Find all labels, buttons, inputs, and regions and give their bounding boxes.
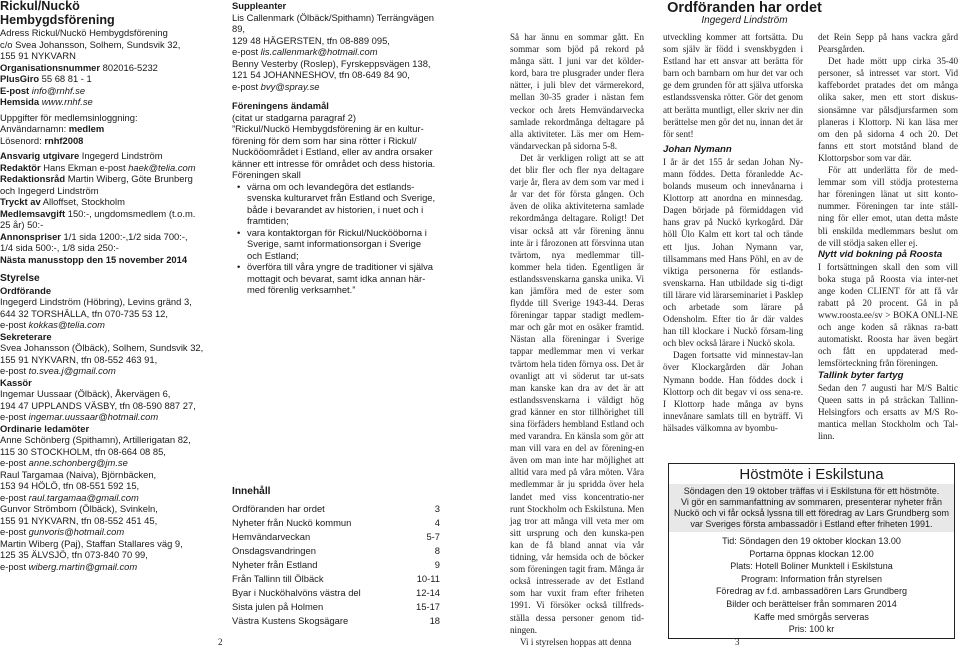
epost-label: E-post	[0, 84, 30, 96]
ansvarig-label: Ansvarig utgivare	[0, 150, 80, 161]
username-label: Användarnamn:	[0, 123, 69, 134]
kassor-text: Ingemar Uussaar (Ölbäck), Åkervägen 6, 194 47 UPPLANDS VÄSBY, tfn 08-590 887 27, e-post	[0, 388, 196, 422]
table-of-contents	[232, 486, 440, 628]
ordforande-contact	[0, 296, 205, 331]
meeting-detail: Kaffe med smörgås serveras	[754, 611, 869, 622]
redaktor-line	[0, 162, 205, 174]
toc-title: Ordföranden har ordet	[232, 503, 325, 514]
suppleanter-heading: Suppleanter	[232, 0, 287, 11]
article-paragraph: Det är verkligen roligt att se att det blir fler och fler nya deltagare varje år, flera av dem som var med i år var det för första gången. Och även de olika aktiviteterna samlade rekordmånga deltagare. Roligt! Det visar också att vår förening ännu inte är i fårozonen att försvinna utan tvärtom, nya medlemmar till-kommer hela tiden. Egentligen är estlandssvenskarna ganska unika. Vi kan jämföra med de ester som flydde till Sverige 1943-44. Deras föreningar tappar stadigt medlem-mar och går mot en osäker framtid. Nästan alla föreningar i Sverige tappar medlemmar men vi verkar tvärtom hela tiden förnya oss. Det är ovanligt att vi söderut tar ut-sats man kanske kan dra av det är att estlandssvenskarna i väldigt hög grad känner en stor tillhörighet till sina förfäders hembland Estland och med varandra. En känsla som gör att man vill vara en del av förening-en även om man inte har möjlighet att alltid vara med på våra möten. Våra medlemmar är ju spridda över hela landet med viss koncentratio-ner runt Stockholm och Eskilstuna. Men jag tror att många vill veta mer om sitt ursprung och den kunska-pen kan de få bland annat via vår tidning, vår hemsida och de böcker som föreningen tagit fram. Många är också intresserade av det Estland som har vuxit fram efter friheten 1991. Vi försöker också tillfreds-ställa dessa personer genom tid-ningen.	[510, 152, 644, 635]
plusgiro-label: PlusGiro	[0, 73, 40, 84]
suppleant-text: Lis Callenmark (Ölbäck/Spithamn) Terrängvägen 89, 129 48 HÄGERSTEN, tfn 08-889 095, e-post	[232, 11, 435, 57]
medlemsavgift-label: Medlemsavgift	[0, 207, 66, 219]
toc-row[interactable]	[232, 586, 440, 600]
password-value: rnhf2008	[44, 134, 84, 146]
ledamot-email[interactable]: anne.schonberg@jm.se	[28, 457, 128, 468]
styrelse-heading: Styrelse	[0, 273, 40, 284]
toc-title: Sista julen på Holmen	[232, 601, 324, 612]
autumn-meeting-lead: Söndagen den 19 oktober träffas vi i Eskilstuna för ett höstmöte. Vi gör en sammanfattning av sommaren, presenterar nyheter från Nuckö och vi får också lyssna till ett föredrag av Lars Grundberg som var Sveriges första ambassadör i Estland efter friheten 1991.	[669, 484, 954, 532]
toc-page: 15-17	[416, 601, 440, 612]
ledamot-contact	[0, 538, 205, 573]
article-column-3	[818, 31, 958, 442]
redaktor-email[interactable]: haek@telia.com	[128, 161, 196, 173]
redaktor-value: Hans Ekman e-post	[40, 161, 129, 173]
toc-page: 5-7	[426, 531, 440, 542]
autumn-meeting-title: Höstmöte i Eskilstuna	[739, 466, 884, 483]
article-subheading: Johan Nymann	[663, 143, 732, 155]
article-column-1	[510, 31, 644, 648]
sekreterare-text: Svea Johansson (Ölbäck), Solhem, Sundsvik 32, 155 91 NYKVARN, tfn 08-552 463 91, e-post	[0, 342, 204, 376]
article-byline: Ingegerd Lindström	[701, 15, 788, 26]
redaktionsrad-line	[0, 173, 205, 196]
andamal-bullet: • överföra till våra yngre de traditioner vi själva mottagit och bevarat, samt idka annan här- med förenlig verksamhet.”	[247, 261, 446, 296]
sekreterare-contact	[0, 342, 205, 377]
article-subheading: Nytt vid bokning på Roosta	[818, 248, 943, 260]
kassor-label: Kassör	[0, 376, 32, 388]
ledamot-text: Anne Schönberg (Spithamn), Artillerigatan 82, 115 30 STOCKHOLM, tfn 08-664 08 85, e-post	[0, 434, 191, 468]
redaktor-label: Redaktör	[0, 161, 41, 173]
meeting-detail: Program: Information från styrelsen	[740, 573, 883, 584]
redaktionsrad-label: Redaktionsråd	[0, 173, 66, 184]
manusstopp-note: Nästa manusstopp den 15 november 2014	[0, 253, 188, 265]
suppleant-contact	[232, 12, 446, 58]
toc-title: Onsdagsvandringen	[232, 545, 316, 556]
orgnr-line	[0, 62, 205, 74]
andamal-subheading: (citat ur stadgarna paragraf 2)	[232, 111, 357, 123]
toc-title: Västra Kustens Skogsägare	[232, 615, 349, 626]
annonspriser-value: 1/1 sida 1200:-,1/2 sida 700:-, 1/4 sida 500:-, 1/8 sida 250:-	[0, 230, 188, 253]
epost-link[interactable]: info@rnhf.se	[29, 84, 86, 96]
suppleant-contact	[232, 58, 446, 93]
toc-row[interactable]	[232, 544, 440, 558]
medlemsavgift-value: 150:-, ungdomsmedlem (t.o.m. 25 år) 50:-	[0, 207, 196, 230]
toc-page: 4	[434, 517, 440, 528]
login-info-label: Uppgifter för medlemsinloggning:	[0, 111, 138, 123]
sekreterare-label: Sekreterare	[0, 330, 52, 342]
password-line	[0, 135, 205, 147]
article-paragraph: Det hade mött upp cirka 35-40 personer, så intresset var stort. Vid kaffebordet pratades det om många olika saker, men ett stort diskus-sionsämne var pålsdjursfarmen som planeras i Klottorp. Ni kan läsa mer om den på sidorna 4 och 20. Det fanns ett stort motstånd bland de Klottorpsbor som var där.	[818, 56, 958, 163]
page-number-right: 3	[735, 637, 740, 647]
ordforande-email[interactable]: kokkas@telia.com	[28, 319, 105, 330]
toc-row[interactable]	[232, 516, 440, 530]
article-paragraph: det Rein Sepp på hans vackra gård Pearsgården.	[818, 32, 958, 55]
article-paragraph: Vi i styrelsen hoppas att denna	[520, 636, 632, 647]
toc-row[interactable]	[232, 502, 440, 516]
plusgiro-line	[0, 73, 205, 85]
kassor-email[interactable]: ingemar.uussaar@hotmail.com	[28, 411, 159, 422]
toc-row[interactable]	[232, 614, 440, 628]
page-number-left: 2	[218, 637, 223, 647]
epost-line	[0, 85, 205, 97]
redaktionsrad-value: Martin Wiberg, Göte Brunberg och Ingegerd Lindström	[0, 173, 193, 196]
suppleant-text: Benny Vesterby (Roslep), Fyrskeppsvägen 138, 121 54 JOHANNESHOV, tfn 08-649 84 90, e-post	[232, 57, 431, 92]
hemsida-link[interactable]: www.rnhf.se	[39, 96, 93, 107]
suppleant-email[interactable]: bvy@spray.se	[260, 80, 320, 92]
article-subheading: Tallink byter fartyg	[818, 369, 904, 381]
article-title: Ordföranden har ordet	[667, 0, 822, 16]
orgnr-label: Organisationsnummer	[0, 61, 101, 73]
ledamoter-label: Ordinarie ledamöter	[0, 422, 90, 434]
article-paragraph: I år är det 155 år sedan Johan Ny-mann föddes. Detta föranledde Ac-bolands museum och innevånarna i Klottorp att anordna en minnesdag. Dagen började på förmiddagen vid hans grav på Nuckö kyrkogård. Där höll Ülo Kalm ett kort tal och tände ett ljus. Johan Nymann var, tillsammans med Hans Pöhl, en av de viktiga personerna för estlands-svenskarna. Han utbildade sig ti-digt till lärare vid lärarseminariet i Pasklep och arbetade som lärare på Odensholm. Efter tio år där valdes han till klockare i Nuckö försam-ling och blev också lärare i Nuckö skola.	[663, 156, 803, 349]
andamal-bullet: • värna om och levandegöra det estlands- svenska kulturarvet från Estland och Sverige, både i bevarandet av historien, i nuet och i framtiden;	[247, 181, 446, 227]
autumn-meeting-box	[668, 463, 955, 639]
article-paragraph: Dagen fortsatte vid minnestav-lan över Klockargården där Johan Nymann bodde. Han föddes dock i Klottorp och dit begav vi oss sena-re. I Klottorp hade många av byns innevånare samlats till en byträff. Vi hälsades välkomna av byombu-	[663, 350, 803, 433]
sekreterare-email[interactable]: to.svea.j@gmail.com	[28, 365, 116, 376]
autumn-meeting-details	[669, 532, 954, 638]
username-line	[0, 123, 205, 135]
article-paragraph: Så har ännu en sommar gått. En sommar som bjöd på rekord på många sätt. I juni var det kölder-kord, bara tre plusgrader under flera nätter, i juli blev det värmerekord, mellan 30-35 grader i nästan fem veckor och årets Hemvändarvecka samlade rekordmånga deltagare på alla aktiviteter. Läs mer om Hem-vändarveckan på sidorna 5-8.	[510, 32, 644, 151]
toc-row[interactable]	[232, 600, 440, 614]
ordforande-label: Ordförande	[0, 284, 52, 296]
toc-page: 12-14	[416, 587, 440, 598]
username-value: medlem	[68, 123, 105, 134]
ledamot-email[interactable]: wiberg.martin@gmail.com	[28, 560, 138, 572]
meeting-detail: Tid: Söndagen den 19 oktober klockan 13.00	[722, 536, 901, 546]
meeting-detail: Plats: Hotell Boliner Munktell i Eskilstuna	[730, 561, 893, 572]
annonspriser-line	[0, 231, 205, 254]
andamal-list	[232, 181, 446, 296]
ledamot-text: Raul Targamaa (Naiva), Björnbäcken, 153 94 HÖLÖ, tfn 08-551 592 15, e-post	[0, 468, 157, 503]
info-column	[232, 0, 446, 296]
ledamot-text: Gunvor Strömbom (Ölbäck), Svinkeln, 155 91 NYKVARN, tfn 08-552 451 45, e-post	[0, 503, 158, 537]
andamal-heading: Föreningens ändamål	[232, 100, 329, 111]
ledamot-email[interactable]: gunvoris@hotmail.com	[28, 526, 125, 537]
org-title-line2: Hembygdsförening	[0, 12, 115, 27]
password-label: Lösenord:	[0, 134, 45, 146]
toc-title: Nyheter från Nuckö kommun	[232, 517, 352, 528]
article-paragraph: För att underlätta för de med-lemmar som vill stödja protesterna har föreningen länat ut sitt konto-nummer. Föreningen tar inte ställ-ning för eller emot, utan detta måste bli enskilda medlemmars beslut om de vill stödja saken eller ej.	[818, 165, 958, 248]
article-column-2	[663, 31, 803, 434]
toc-title: Hemvändarveckan	[232, 531, 311, 542]
tryckt-line	[0, 196, 205, 208]
ledamot-contact	[0, 469, 205, 504]
andamal-bullet: • vara kontaktorgan för Rickul/Nuckööborna i Sverige, samt informationsorgan i Sverige och Estland;	[247, 227, 446, 262]
meeting-detail: Pris: 100 kr	[788, 624, 835, 635]
toc-page: 3	[434, 503, 440, 514]
tryckt-value: Alloffset, Stockholm	[40, 196, 125, 207]
ledamot-email[interactable]: raul.targamaa@gmail.com	[28, 491, 139, 503]
toc-row[interactable]	[232, 558, 440, 572]
article-paragraph: I fortsättningen skall den som vill boka stuga på Roosta via inter-net ange koden CLIENT för att få vår rabatt på 20 procent. Gå in på www.roosta.ee/sv > BOKA ONLI-NE och ange koden så räknas ra-batt automatiskt. Roosta har även begärt och fått en uppdaterad med-lemsförteckning från föreningen.	[818, 261, 958, 369]
toc-page: 18	[429, 615, 440, 626]
hemsida-label: Hemsida	[0, 96, 40, 107]
toc-heading: Innehåll	[232, 486, 271, 497]
toc-page: 9	[434, 559, 440, 570]
article-paragraph: Sedan den 7 augusti har M/S Baltic Queen satts in på sträckan Tallinn-Helsingfors och ersatts av M/S Ro-mantica mellan Stockholm och Tal-linn.	[818, 382, 958, 441]
annonspriser-label: Annonspriser	[0, 230, 61, 242]
toc-title: Nyheter från Estland	[232, 559, 318, 570]
org-address: Adress Rickul/Nuckö Hembygdsförening c/o Svea Johansson, Solhem, Sundsvik 32, 155 91 NYKVARN	[0, 27, 181, 61]
hemsida-line	[0, 96, 205, 108]
medlemsavgift-line	[0, 208, 205, 231]
toc-title: Från Tallinn till Ölbäck	[232, 573, 324, 584]
toc-title: Byar i Nucköhalvöns västra del	[232, 587, 361, 598]
toc-row[interactable]	[232, 572, 440, 586]
toc-row[interactable]	[232, 530, 440, 544]
ansvarig-line	[0, 150, 205, 162]
orgnr-value: 802016-5232	[100, 61, 158, 73]
toc-page: 8	[434, 545, 440, 556]
suppleant-email[interactable]: lis.callenmark@hotmail.com	[260, 46, 378, 57]
meeting-detail: Portarna öppnas klockan 12.00	[749, 548, 874, 559]
plusgiro-value: 55 68 81 - 1	[39, 73, 92, 84]
org-title-line1: Rickul/Nuckö	[0, 0, 80, 13]
toc-page: 10-11	[416, 573, 440, 584]
article-paragraph: utveckling kommer att fortsätta. Du som själv är född i svenskbygden i Estland har ett ansvar att berätta för barn och barnbarn om hur det var och ge dem grunden för att själva utforska estlandssvenska rötter. Gör det genom att berätta muntligt, eller skriv ner din berättelse men gör det nu, innan det är för sent!	[663, 32, 803, 139]
tryckt-label: Tryckt av	[0, 196, 41, 207]
ledamot-text: Martin Wiberg (Paj), Staffan Stallares väg 9, 125 35 ÄLVSJÖ, tfn 073-840 70 99, e-post	[0, 537, 183, 572]
colophon-column	[0, 0, 205, 572]
ledamot-contact	[0, 434, 205, 469]
meeting-detail: Bilder och berättelser från sommaren 2014	[726, 598, 897, 609]
ordforande-text: Ingegerd Lindström (Höbring), Levins gränd 3, 644 32 TORSHÄLLA, tfn 070-735 53 12, e-post	[0, 296, 192, 330]
meeting-detail: Föredrag av f.d. ambassadören Lars Grundberg	[715, 586, 908, 597]
ledamot-contact	[0, 503, 205, 538]
kassor-contact	[0, 388, 205, 423]
andamal-intro: ”Rickul/Nuckö Hembygdsförening är en kultur- förening för dem som har sina rötter i Rickul/ Nuckööområdet i Estland, eller av andra orsaker känner ett intresse för området och dess historia. Föreningen skall	[232, 123, 436, 180]
ansvarig-value: Ingegerd Lindström	[79, 150, 163, 161]
